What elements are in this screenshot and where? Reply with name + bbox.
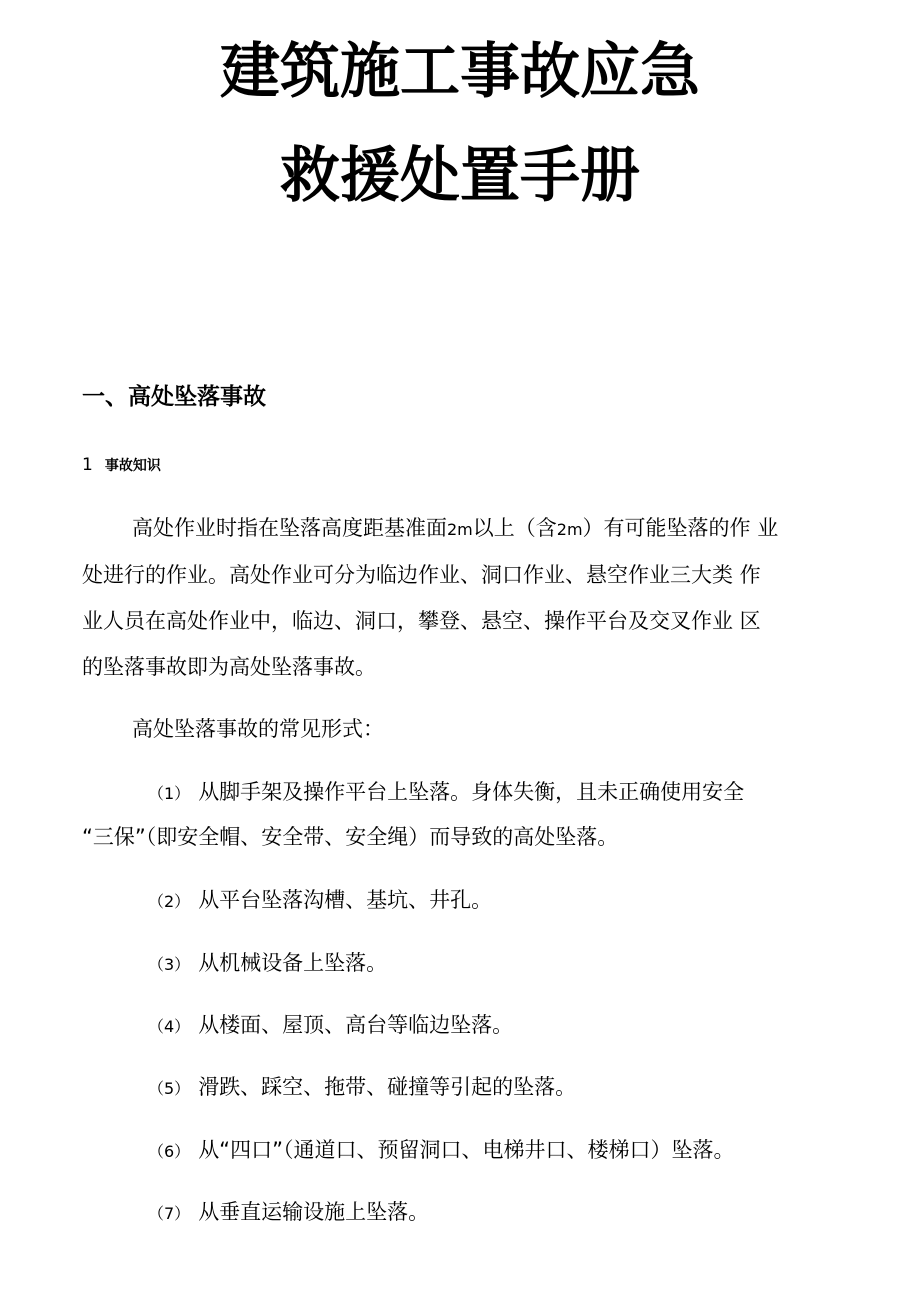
list-item (148, 1140, 734, 1161)
paragraph-1-text: ）有可能坠落的作 业 (582, 516, 779, 540)
paragraph-1-unit: 2m (447, 520, 473, 539)
paragraph-1-text: 高处作业时指在坠落高度距基准面 (132, 516, 447, 540)
list-item (148, 1202, 429, 1223)
paragraph-1-text: 以上（含 (472, 516, 557, 540)
list-item (148, 953, 387, 974)
subsection-number: 1 (82, 455, 93, 475)
list-marker: （5） (148, 1079, 191, 1098)
list-text: 从脚手架及操作平台上坠落。身体失衡，且未正确使用安全 (198, 780, 745, 804)
paragraph-1-line-2: 处进行的作业。高处作业可分为临边作业、洞口作业、悬空作业三大类 作 (82, 563, 761, 587)
list-item (148, 890, 492, 911)
list-text: 从平台坠落沟槽、基坑、井孔。 (198, 888, 493, 912)
paragraph-1-line-1 (132, 518, 778, 539)
list-text: 从垂直运输设施上坠落。 (198, 1200, 430, 1224)
paragraph-1-line-3: 业人员在高处作业中，临边、洞口，攀登、悬空、操作平台及交叉作业 区 (82, 609, 761, 633)
document-title-line-1: 建筑施工事故应急 (220, 37, 700, 107)
list-text: 滑跌、踩空、拖带、碰撞等引起的坠落。 (198, 1075, 577, 1099)
list-item (148, 782, 744, 803)
list-marker: （2） (148, 892, 191, 911)
list-text: 从楼面、屋顶、高台等临边坠落。 (198, 1013, 514, 1037)
paragraph-1-line-4: 的坠落事故即为高处坠落事故。 (82, 655, 376, 679)
list-item-continuation: “三保”（即安全帽、安全带、安全绳）而导致的高处坠落。 (82, 825, 619, 849)
list-marker: （7） (148, 1204, 191, 1223)
list-marker: （1） (148, 784, 191, 803)
list-marker: （4） (148, 1017, 191, 1036)
section-heading: 一、高处坠落事故 (82, 384, 266, 410)
document-title-line-2: 救援处置手册 (280, 141, 640, 211)
list-marker: （3） (148, 955, 191, 974)
list-item (148, 1015, 513, 1036)
list-item (148, 1077, 576, 1098)
subsection-label: 事故知识 (104, 458, 161, 474)
list-text: 从“四口”（通道口、预留洞口、电梯井口、楼梯口）坠落。 (198, 1138, 735, 1162)
list-marker: （6） (148, 1142, 191, 1161)
subsection-heading (82, 455, 161, 475)
paragraph-1-unit: 2m (556, 520, 583, 539)
paragraph-2: 高处坠落事故的常见形式： (132, 717, 384, 741)
list-text: 从机械设备上坠落。 (198, 951, 388, 975)
